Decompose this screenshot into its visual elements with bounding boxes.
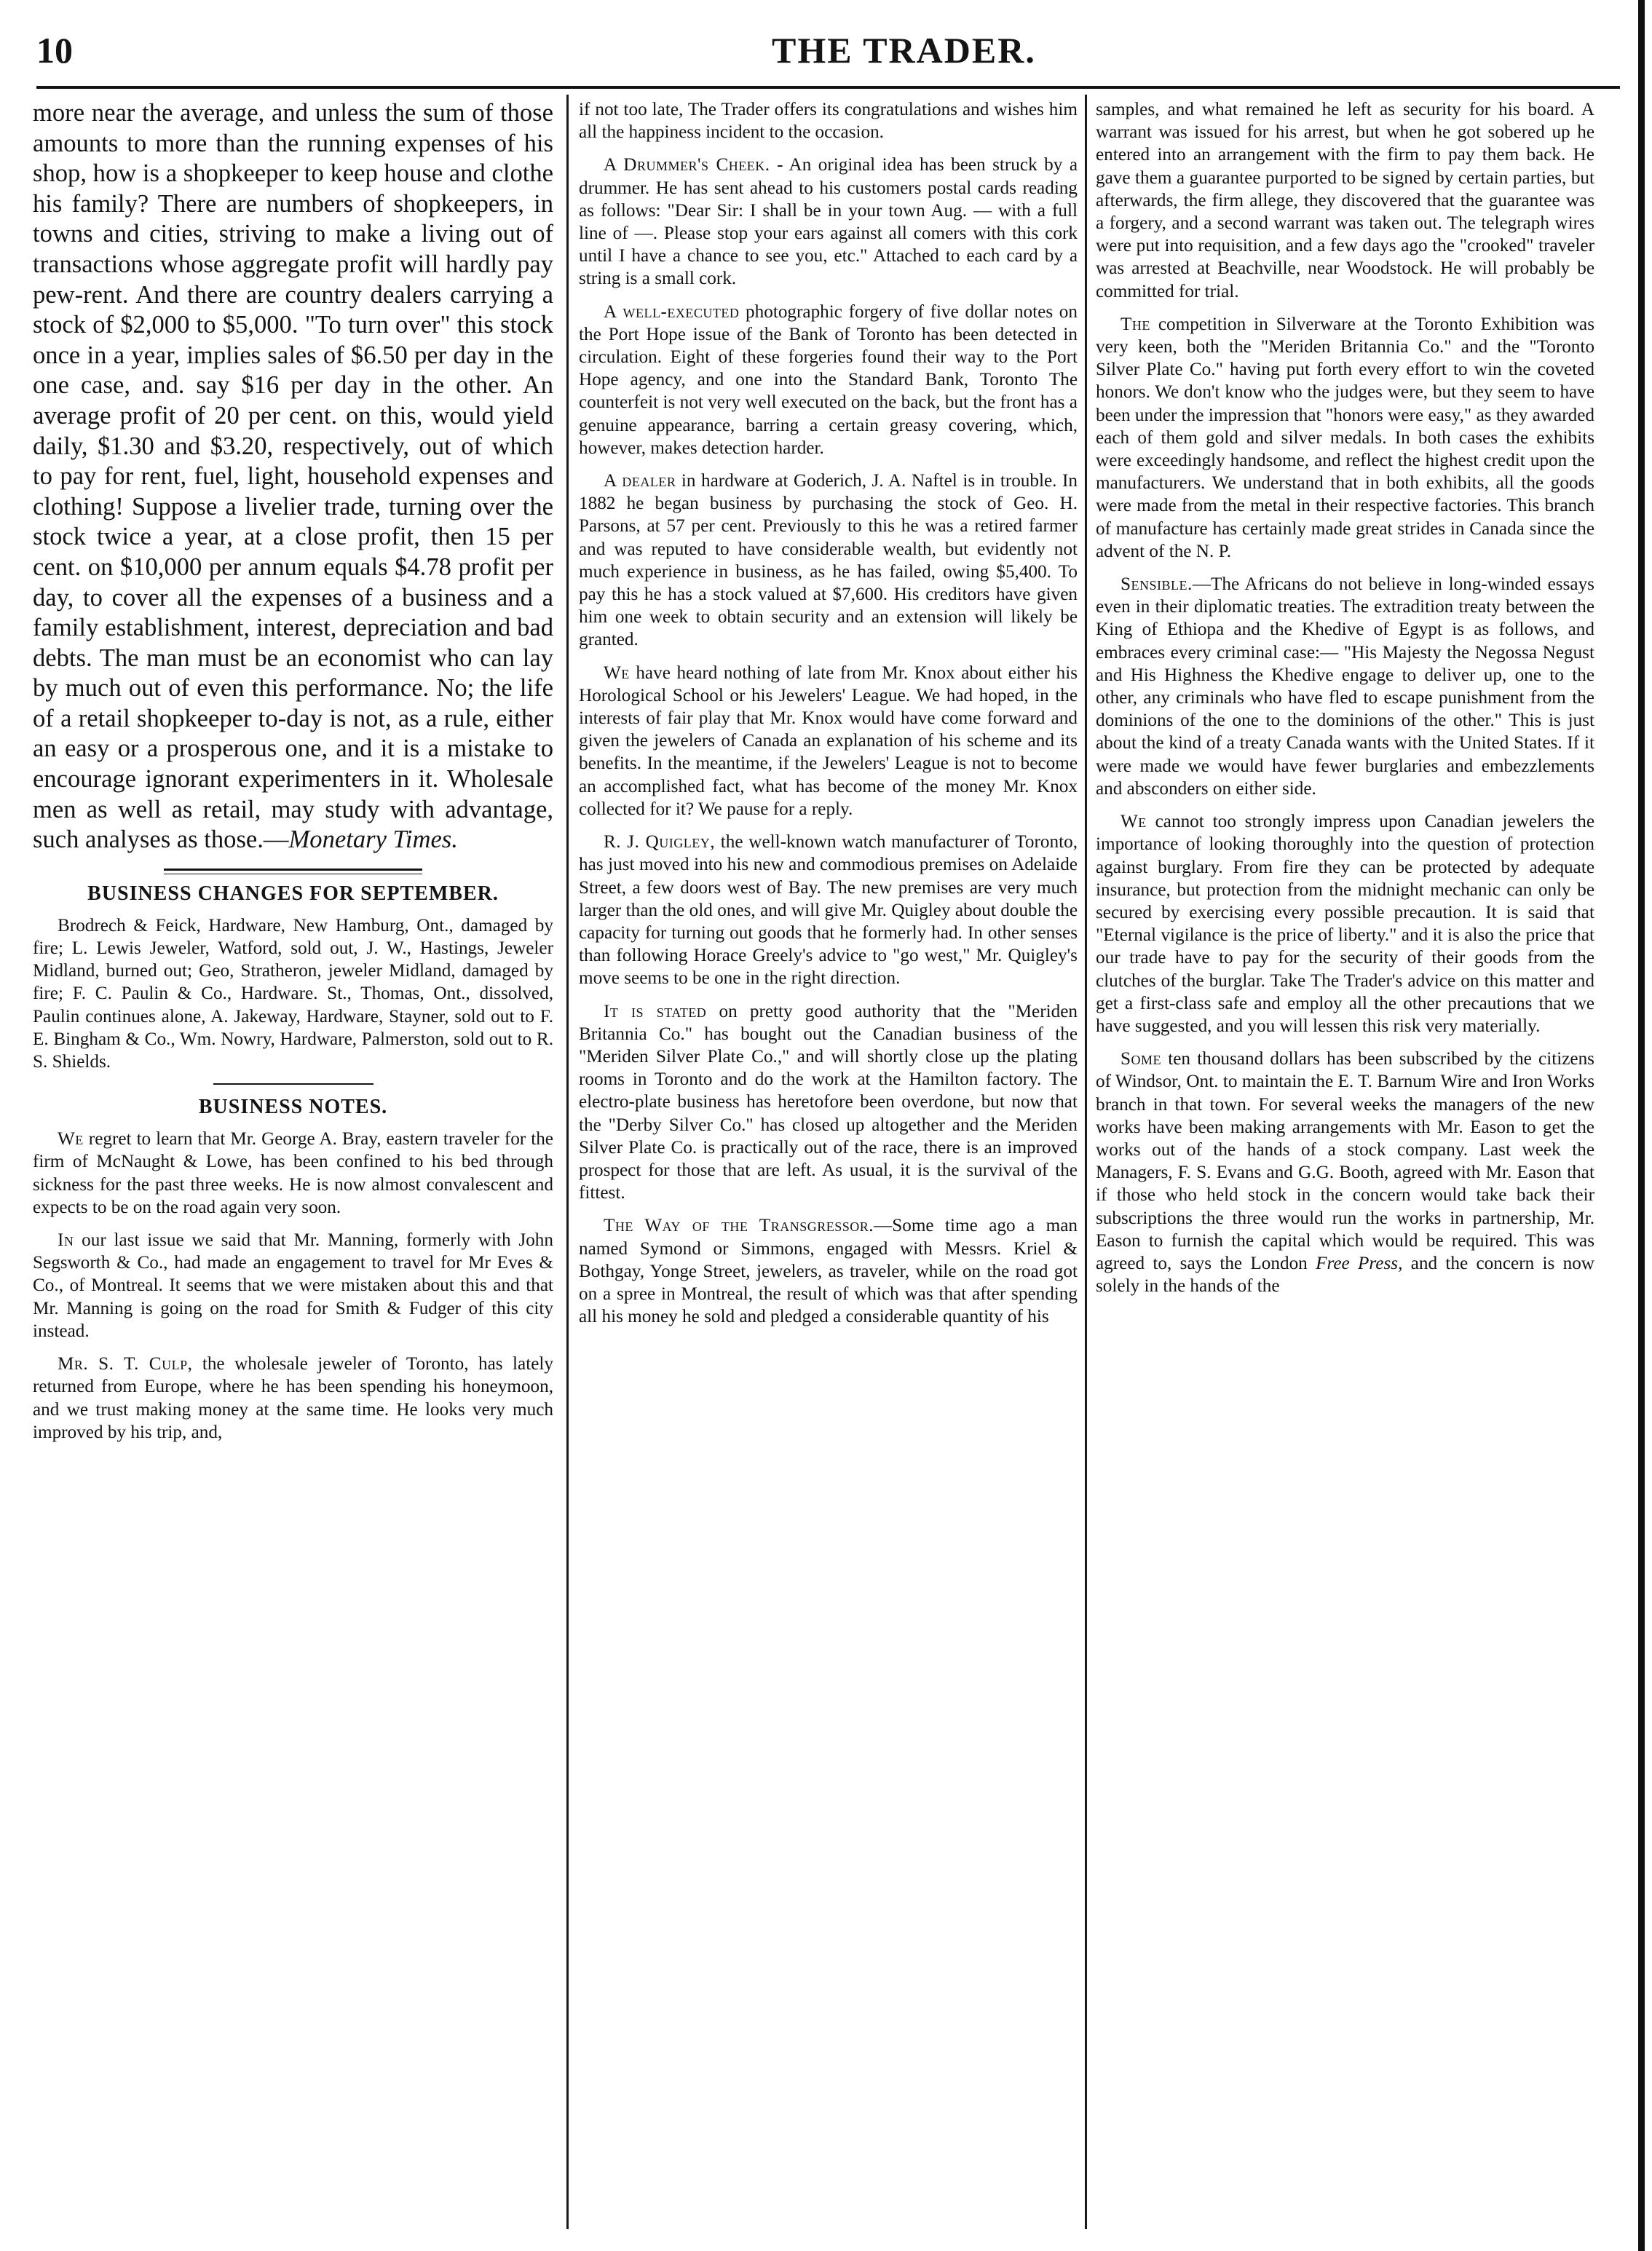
short-rule [213, 1083, 374, 1085]
paragraph-text: cannot too strongly impress upon Canadian jewelers the importance of looking thoroughly into the question of protection against burglary. From fire they can be protected by adequate insurance, but protection from the midnight mechanic can only be secured by exercising every possible precaution. It is said that "Eternal vigilance is the price of liberty." and it is also the price that our trade have to pay for the security of their goods from the clutches of the burglar. Take The Trader's advice on this matter and get a first-class safe and employ all the other precautions that we have suggested, and you will lessen this risk very materially. [1096, 812, 1594, 1036]
paragraph-text: competition in Silverware at the Toronto Exhibition was very keen, both the "Meriden Britannia Co." and the "Toronto Silver Plate Co." having put forth every effort to win the coveted honors. We don't know who the judges were, but they seem to have been under the impression that "honors were easy," as they awarded each of them gold and silver medals. In both cases the exhibits were exceedingly handsome, and reflect the highest credit upon the manufacturers. We understand that in both exhibits, all the goods were made from the metal in their respective factories. This branch of manufacture has certainly made great strides in Canada since the advent of the N. P. [1096, 314, 1594, 561]
paragraph-text: ten thousand dollars has been subscribed by the citizens of Windsor, Ont. to maintain the E. T. Barnum Wire and Iron Works branch in that town. For several weeks the managers of the new works have been making arrangements with Mr. Eason to get the works out of the hands of a stock company. Last week the Managers, F. S. Evans and G.G. Booth, agreed with Mr. Eason that if those who held stock in the concern would take back their subscriptions the three would run the works in partnership, Mr. Eason to furnish the capital which would be required. This was agreed to, says the London [1096, 1049, 1594, 1273]
paragraph-lead: We [58, 1129, 84, 1150]
column-2 [579, 98, 1078, 1328]
source-credit: Free Press, [1316, 1253, 1403, 1273]
paragraph-lead: A well-executed [604, 301, 740, 322]
note-paragraph [33, 1353, 553, 1444]
paragraph-text: —Some time ago a man named Symond or Simmons, engaged with Messrs. Kriel & Bothgay, Yonge Street, jewelers, as traveler, while on the road got on a spree in Montreal, the result of which was that after spending all his money he sold and pledged a considerable quantity of his [579, 1216, 1078, 1327]
column-1 [33, 98, 553, 1444]
paragraph-text: - An original idea has been struck by a drummer. He has sent ahead to his customers postal cards reading as follows: "Dear Sir: I shall be in your town Aug. — with a full line of —. Please stop your ears against all comers with this cork until I have a chance to see you, etc." Attached to each card by a string is a small cork. [579, 155, 1078, 289]
note-paragraph [579, 831, 1078, 989]
note-paragraph [1096, 313, 1594, 563]
paragraph-lead: We [1121, 812, 1147, 832]
header-rule [36, 86, 1620, 89]
note-paragraph [579, 301, 1078, 459]
paragraph-text: the wholesale jeweler of Toronto, has lately returned from Europe, where he has been spending his honeymoon, and we trust making money at the same time. He looks very much improved by his trip, and, [33, 1354, 553, 1442]
paragraph-text: —The Africans do not believe in long-winded essays even in their diplomatic treaties. The extradition treaty between the King of Ethiopa and the Khedive of Egypt is as follows, and embraces every criminal case:— "His Majesty the Negossa Negust and His Highness the Khedive engage to deliver up, one to the other, any criminals who have fled to escape punishment from the dominions of the one to the dominions of the other." This is just about the kind of a treaty Canada wants with the United States. If it were made we would have fewer burglaries and embezzlements and absconders on either side. [1096, 574, 1594, 799]
paragraph-lead: In [58, 1230, 74, 1251]
paragraph-lead: Some [1121, 1049, 1162, 1069]
note-paragraph [579, 1214, 1078, 1328]
paragraph-text: and the concern is now solely in the hands of the [1096, 1253, 1594, 1297]
paragraph-lead: It is stated [604, 1001, 707, 1021]
paragraph-lead: Mr. S. T. Culp, [58, 1354, 193, 1374]
note-paragraph [1096, 573, 1594, 800]
paragraph-text: photographic forgery of five dollar notes on the Port Hope issue of the Bank of Toronto has been detected in circulation. Eight of these forgeries found their way to the Port Hope agency, and one into the Standard Bank, Toronto The counterfeit is not very well executed on the back, but the front has a genuine appearance, barring a certain greasy covering, which, however, makes detection harder. [579, 301, 1078, 458]
note-paragraph [579, 470, 1078, 652]
paragraph-lead: The Way of the Transgressor. [604, 1216, 874, 1236]
note-paragraph [33, 1229, 553, 1342]
paragraph-text: our last issue we said that Mr. Manning, formerly with John Segsworth & Co., had made an engagement to travel for Mr Eves & Co., of Montreal. It seems that we were mistaken about this and that Mr. Manning is going on the road for Smith & Fudger of this city instead. [33, 1230, 553, 1341]
section-heading: BUSINESS NOTES. [198, 1096, 388, 1119]
paragraph-text: the well-known watch manufacturer of Toronto, has just moved into his new and commodious premises on Adelaide Street, a few doors west of Bay. The new premises are very much larger than the old ones, and will give Mr. Quigley about double the capacity for turning out goods that he formerly had. In other senses than following Horace Greely's advice to "go west," Mr. Quigley's move seems to be one in the right direction. [579, 832, 1078, 989]
column-rule [1085, 95, 1087, 2229]
note-paragraph: samples, and what remained he left as security for his board. A warrant was issued for his arrest, but when he got sobered up he entered into an arrangement with the firm to pay them back. He gave them a guarantee purported to be signed by certain parties, but afterwards, the firm allege, they discovered that the guarantee was a forgery, and a second warrant was taken out. The telegraph wires were put into requisition, and a few days ago the "crooked" traveler was arrested at Beachville, near Woodstock. He will probably be committed for trial. [1096, 100, 1594, 301]
page-edge-rule [1638, 0, 1645, 2251]
note-paragraph [579, 1000, 1078, 1205]
paragraph-text: regret to learn that Mr. George A. Bray, eastern traveler for the firm of McNaught & Lowe, has been confined to his bed through sickness for the past three weeks. He is now almost convalescent and expects to be on the road again very soon. [33, 1129, 553, 1217]
paragraph-text: in hardware at Goderich, J. A. Naftel is in trouble. In 1882 he began business by purchasing the stock of Geo. H. Parsons, at 57 per cent. Previously to this he was a retired farmer and was reputed to have considerable wealth, but evidently not much experience in business, as he has failed, owing $5,400. To pay this he has a stock valued at $7,600. His creditors have given him one week to obtain security and an extension will likely be granted. [579, 471, 1078, 650]
page-number: 10 [36, 30, 73, 71]
column-rule [566, 95, 569, 2229]
note-paragraph [1096, 1048, 1594, 1297]
note-paragraph [33, 1128, 553, 1219]
paragraph-lead: R. J. Quigley, [604, 832, 716, 852]
note-paragraph [1096, 810, 1594, 1037]
column-3 [1096, 98, 1594, 1297]
business-changes-text: Brodrech & Feick, Hardware, New Hamburg, Ont., damaged by fire; L. Lewis Jeweler, Watford, sold out, J. W., Hastings, Jeweler Midland, burned out; Geo, Stratheron, jeweler Midland, damaged by fire; F. C. Paulin & Co., Hardware. St., Thomas, Ont., dissolved, Paulin continues alone, A. Jakeway, Hardware, Stayner, sold out to F. E. Bingham & Co., Wm. Nowry, Hardware, Palmerston, sold out to R. S. Shields. [33, 915, 553, 1072]
paragraph-lead: A Drummer's Cheek. [604, 155, 770, 175]
paragraph-lead: A dealer [604, 471, 676, 491]
note-paragraph [579, 154, 1078, 290]
running-head: THE TRADER. [772, 30, 1036, 71]
note-paragraph [579, 662, 1078, 820]
paragraph-lead: We [604, 662, 630, 683]
section-heading: BUSINESS CHANGES FOR SEPTEMBER. [87, 882, 499, 905]
section-rule [164, 869, 422, 874]
paragraph-lead: Sensible. [1121, 574, 1193, 595]
article-paragraph [33, 98, 553, 855]
paragraph-text: on pretty good authority that the "Meriden Britannia Co." has bought out the Canadian business of the "Meriden Silver Plate Co.," and will shortly close up the plating rooms in Toronto and do the work at the Hamilton factory. The electro-plate business has heretofore been overdone, but now that the "Derby Silver Co." has closed up altogether and the Meriden Silver Plate Co. is practically out of the race, there is an improved prospect for those that are left. As usual, it is the survival of the fittest. [579, 1001, 1078, 1203]
note-paragraph: if not too late, The Trader offers its congratulations and wishes him all the happiness incident to the occasion. [579, 100, 1078, 143]
source-credit: Monetary Times. [288, 826, 458, 854]
paragraph-text: more near the average, and unless the sum of those amounts to more than the running expenses of his shop, how is a shopkeeper to keep house and clothe his family? There are numbers of shopkeepers, in towns and cities, striving to make a living out of transactions whose aggregate profit will hardly pay pew-rent. And there are country dealers carrying a stock of $2,000 to $5,000. "To turn over" this stock once in a year, implies sales of $6.50 per day in the one case, and. say $16 per day in the other. An average profit of 20 per cent. on this, would yield daily, $1.30 and $3.20, respectively, out of which to pay for rent, fuel, light, household expenses and clothing! Suppose a livelier trade, turning over the stock twice a year, at a close profit, then 15 per cent. on $10,000 per annum equals $4.78 profit per day, to cover all the expenses of a business and a family establishment, interest, depreciation and bad debts. The man must be an economist who can lay by much out of even this performance. No; the life of a retail shopkeeper to-day is not, as a rule, either an easy or a prosperous one, and it is a mistake to encourage ignorant experimenters in it. Wholesale men as well as retail, may study with advantage, such analyses as those.— [33, 99, 553, 854]
paragraph-text: have heard nothing of late from Mr. Knox about either his Horological School or his Jewelers' League. We had hoped, in the interests of fair play that Mr. Knox would have come forward and given the jewelers of Canada an explanation of his scheme and its benefits. In the meantime, if the Jewelers' League is not to become an accomplished fact, what has become of the money Mr. Knox collected for it? We pause for a reply. [579, 662, 1078, 819]
paragraph-lead: The [1121, 314, 1150, 334]
